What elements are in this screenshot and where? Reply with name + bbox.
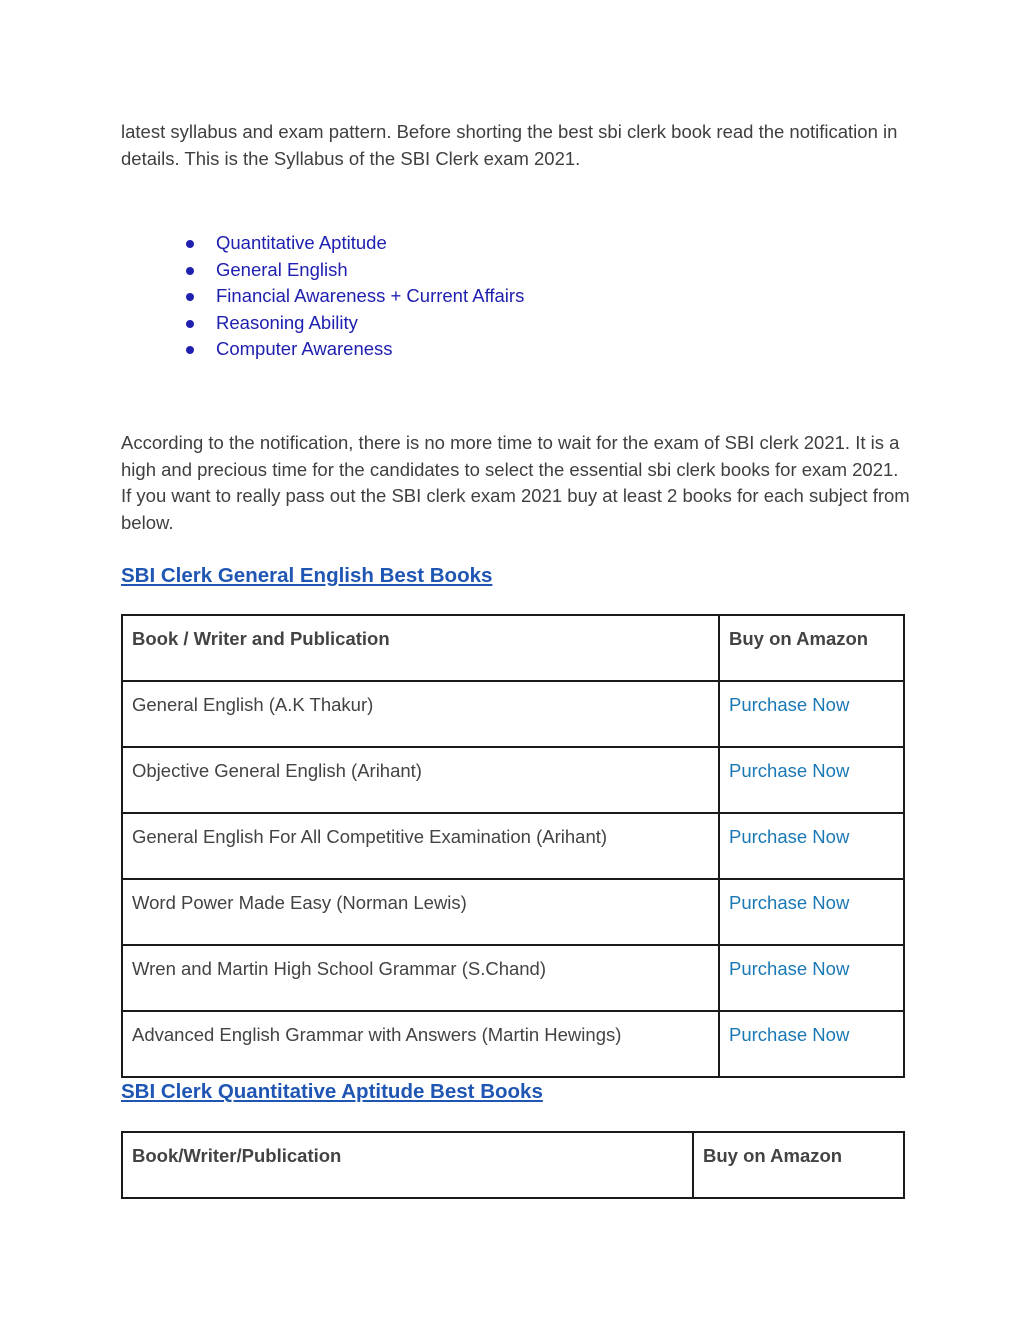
book-title: General English For All Competitive Examination (Arihant) [122, 813, 719, 879]
section-heading-general-english[interactable]: SBI Clerk General English Best Books [121, 564, 493, 587]
syllabus-item[interactable]: Financial Awareness + Current Affairs [186, 283, 524, 310]
table-header-row [122, 615, 904, 681]
table-row [122, 681, 904, 747]
purchase-now-link[interactable]: Purchase Now [719, 945, 904, 1011]
syllabus-item[interactable]: Reasoning Ability [186, 310, 524, 337]
purchase-now-link[interactable]: Purchase Now [719, 1011, 904, 1077]
table-row [122, 747, 904, 813]
column-header-buy: Buy on Amazon [719, 615, 904, 681]
book-title: Advanced English Grammar with Answers (Martin Hewings) [122, 1011, 719, 1077]
purchase-now-link[interactable]: Purchase Now [719, 681, 904, 747]
syllabus-list [186, 230, 524, 363]
purchase-now-link[interactable]: Purchase Now [719, 879, 904, 945]
bullet-icon [186, 240, 194, 248]
table-row [122, 1011, 904, 1077]
purchase-now-link[interactable]: Purchase Now [719, 813, 904, 879]
column-header-book: Book / Writer and Publication [122, 615, 719, 681]
quantitative-aptitude-books-table [121, 1131, 905, 1199]
notification-paragraph: According to the notification, there is no more time to wait for the exam of SBI clerk 2021. It is a high and precious time for the candidates to select the essential sbi clerk books for exam 2021. If you want to really pass out the SBI clerk exam 2021 buy at least 2 books for each subject from below. [121, 432, 910, 533]
bullet-icon [186, 320, 194, 328]
book-title: Objective General English (Arihant) [122, 747, 719, 813]
intro-paragraph: latest syllabus and exam pattern. Before shorting the best sbi clerk book read the notification in details. This is the Syllabus of the SBI Clerk exam 2021. [121, 121, 898, 169]
bullet-icon [186, 267, 194, 275]
table-row [122, 813, 904, 879]
book-title: Wren and Martin High School Grammar (S.Chand) [122, 945, 719, 1011]
syllabus-item[interactable]: Computer Awareness [186, 336, 524, 363]
section-heading-quantitative-aptitude[interactable]: SBI Clerk Quantitative Aptitude Best Books [121, 1080, 543, 1103]
table-row [122, 945, 904, 1011]
syllabus-item[interactable]: General English [186, 257, 524, 284]
general-english-books-table [121, 614, 905, 1078]
book-title: General English (A.K Thakur) [122, 681, 719, 747]
bullet-icon [186, 346, 194, 354]
book-title: Word Power Made Easy (Norman Lewis) [122, 879, 719, 945]
table-header-row [122, 1132, 904, 1198]
table-row [122, 879, 904, 945]
column-header-book: Book/Writer/Publication [122, 1132, 693, 1198]
purchase-now-link[interactable]: Purchase Now [719, 747, 904, 813]
bullet-icon [186, 293, 194, 301]
column-header-buy: Buy on Amazon [693, 1132, 904, 1198]
syllabus-item[interactable]: Quantitative Aptitude [186, 230, 524, 257]
